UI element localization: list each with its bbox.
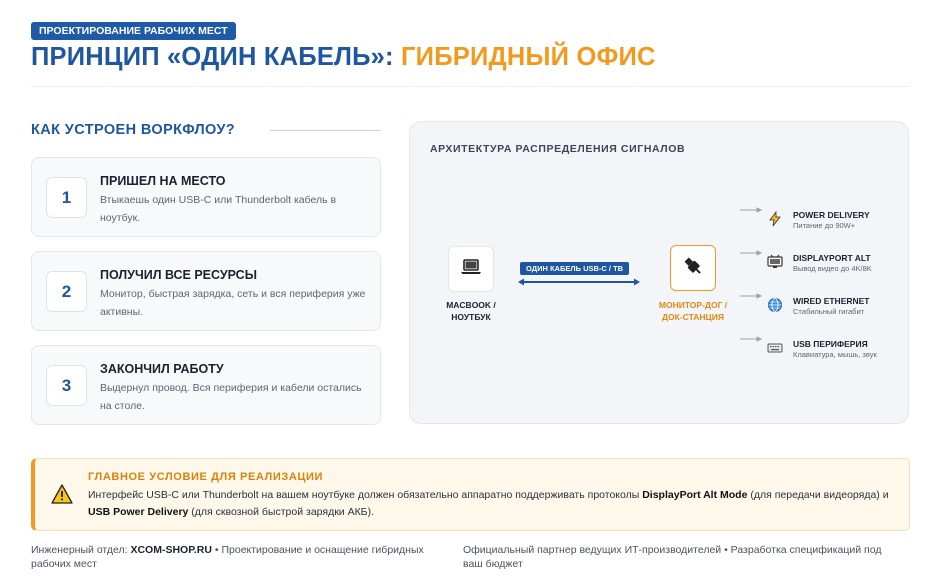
output-desc: Стабильный гигабит [793, 307, 865, 316]
header-divider [31, 86, 910, 87]
architecture-title: АРХИТЕКТУРА РАСПРЕДЕЛЕНИЯ СИГНАЛОВ [430, 143, 686, 155]
callout-title: ГЛАВНОЕ УСЛОВИЕ ДЛЯ РЕАЛИЗАЦИИ [88, 471, 324, 483]
requirement-callout [31, 458, 910, 531]
footer-left [31, 543, 451, 571]
output-desc: Вывод видео до 4K/8K [793, 264, 872, 273]
callout-text-part: (для сквозной быстрой зарядки АКБ). [188, 506, 374, 518]
globe-icon [766, 296, 784, 314]
warning-icon [51, 484, 73, 509]
step-number: 3 [46, 365, 87, 406]
laptop-icon [460, 258, 482, 281]
workflow-title-line [270, 130, 381, 131]
page-title [31, 43, 656, 72]
dock-label-line2: ДОК-СТАНЦИЯ [662, 312, 724, 322]
output-title: USB ПЕРИФЕРИЯ [793, 339, 868, 349]
footer-right: Официальный партнер ведущих ИТ-производителей • Разработка спецификаций под ваш бюджет [463, 544, 882, 570]
step-description: Втыкаешь один USB-C или Thunderbolt кабель в ноутбук. [100, 194, 337, 224]
title-accent: ГИБРИДНЫЙ ОФИС [401, 43, 656, 71]
callout-text-part: Интерфейс USB-C или Thunderbolt на вашем ноутбуке должен обязательно аппаратно поддерживать протоколы [88, 489, 643, 501]
output-title: POWER DELIVERY [793, 210, 870, 220]
workflow-title: КАК УСТРОЕН ВОРКФЛОУ? [31, 122, 236, 138]
callout-bold-usb-pd: USB Power Delivery [88, 506, 189, 518]
callout-text-part: (для передачи видеоряда) и [747, 489, 889, 501]
output-title: DISPLAYPORT ALT [793, 253, 871, 263]
laptop-label-line2: НОУТБУК [451, 312, 491, 322]
callout-text [88, 487, 903, 521]
step-title: ПОЛУЧИЛ ВСЕ РЕСУРСЫ [100, 268, 257, 282]
architecture-panel [409, 121, 909, 424]
callout-bold-dp-alt: DisplayPort Alt Mode [642, 489, 748, 501]
output-desc: Питание до 90W+ [793, 221, 856, 230]
laptop-label [442, 299, 500, 323]
step-number: 2 [46, 271, 87, 312]
workflow-step [31, 157, 381, 237]
monitor-icon [766, 253, 784, 271]
output-desc: Клавиатура, мышь, звук [793, 350, 877, 359]
keyboard-icon [766, 339, 784, 357]
lightning-icon [766, 210, 784, 228]
step-title: ПРИШЕЛ НА МЕСТО [100, 174, 226, 188]
laptop-label-line1: MACBOOK / [446, 300, 496, 310]
footer-left-prefix: Инженерный отдел: [31, 544, 131, 556]
workflow-step [31, 251, 381, 331]
workflow-step [31, 345, 381, 425]
step-description: Выдернул провод. Вся периферия и кабели остались на столе. [100, 382, 362, 412]
output-arrows [738, 202, 764, 362]
dock-node [670, 245, 716, 291]
output-title: WIRED ETHERNET [793, 296, 870, 306]
dock-label-line1: МОНИТОР-ДОГ / [658, 300, 728, 310]
title-main: ПРИНЦИП «ОДИН КАБЕЛЬ»: [31, 43, 394, 71]
category-badge: ПРОЕКТИРОВАНИЕ РАБОЧИХ МЕСТ [31, 22, 236, 40]
step-number: 1 [46, 177, 87, 218]
cable-label: ОДИН КАБЕЛЬ USB-C / TB [520, 262, 629, 275]
cable-double-arrow [518, 277, 640, 287]
footer-brand-link[interactable]: XCOM-SHOP.RU [130, 544, 212, 556]
dock-label [650, 299, 736, 323]
step-description: Монитор, быстрая зарядка, сеть и вся периферия уже активны. [100, 288, 366, 318]
usb-plug-icon [682, 255, 704, 282]
footer-left-suffix: • Проектирование и оснащение гибридных рабочих мест [31, 544, 424, 570]
step-title: ЗАКОНЧИЛ РАБОТУ [100, 362, 224, 376]
laptop-node [448, 246, 494, 292]
